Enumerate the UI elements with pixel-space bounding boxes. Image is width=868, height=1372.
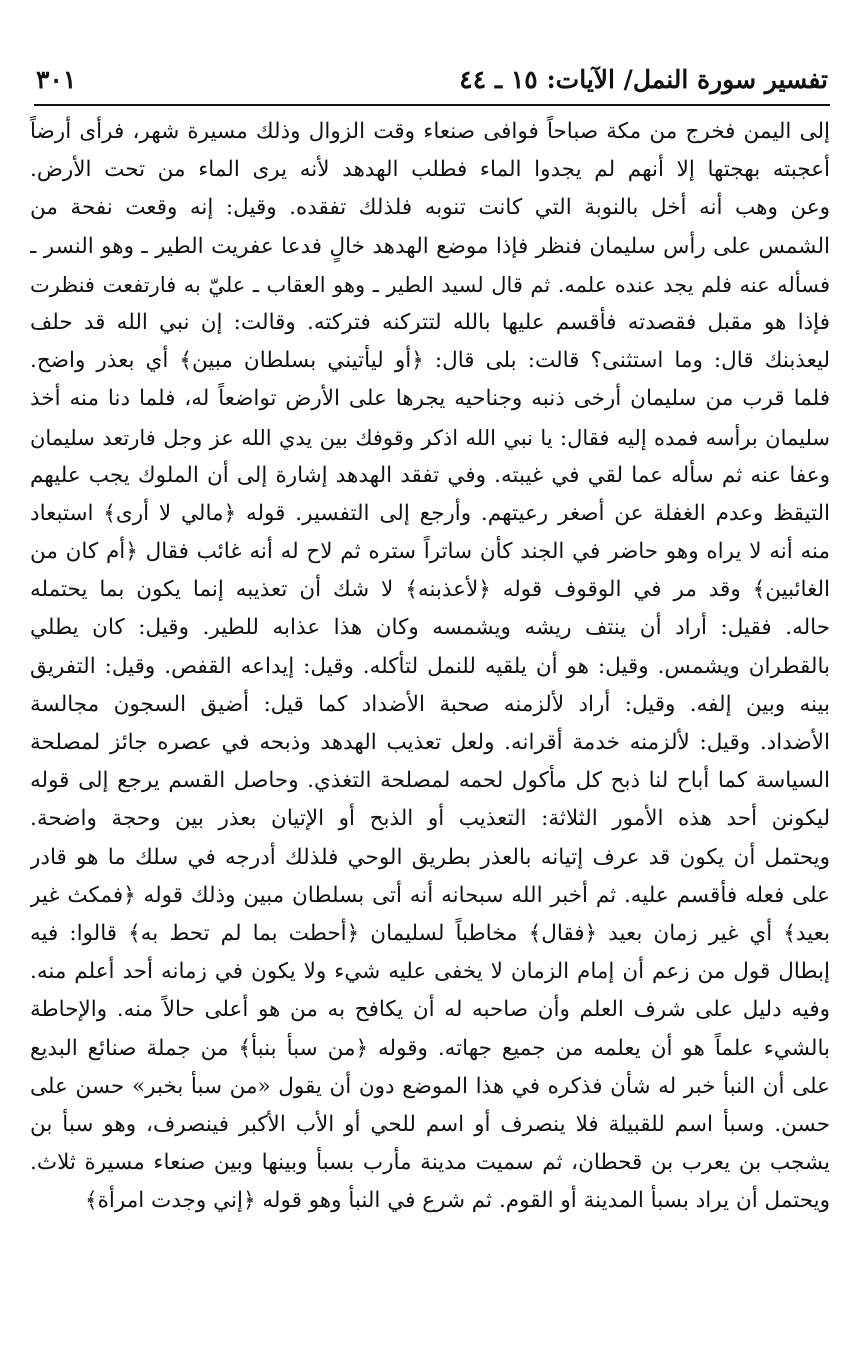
body-text — [30, 113, 830, 1220]
text-line: حسن. وسبأ اسم للقبيلة فلا ينصرف أو اسم للحي أو الأب الأكبر فينصرف، وهو سبأ بن — [30, 1111, 830, 1137]
text-line: التيقظ وعدم الغفلة عن أصغر رعيتهم. وأرجع إلى التفسير. قوله ﴿مالي لا أرى﴾ استبعاد — [30, 500, 830, 526]
text-line: يشجب بن يعرب بن قحطان، ثم سميت مدينة مأرب بسبأ وبينها وبين صنعاء مسيرة ثلاث. — [30, 1150, 830, 1176]
text-line: فسأله عنه فلم يجد عنده علمه. ثم قال لسيد الطير ـ وهو العقاب ـ عليّ به فارتفعت فنظرت — [30, 272, 830, 297]
running-title: تفسير سورة النمل/ الآيات: ١٥ ـ ٤٤ — [459, 64, 828, 94]
text-line: ويحتمل أن يكون قد عرف إتيانه بالعذر بطريق الوحي فلذلك أدرجه في سلك ما هو قادر — [30, 844, 830, 870]
text-line: الغائبين﴾ وقد مر في الوقوف قوله ﴿لأعذبنه﴾ لا شك أن تعذيبه إنما يكون بما يحتمله — [30, 577, 830, 603]
text-line: حاله. فقيل: أراد أن ينتف ريشه ويشمسه وكان هذا عذابه للطير. وقيل: كان يطلي — [30, 615, 830, 641]
text-line: بالشيء علماً هو أن يعلمه من جميع جهاته. وقوله ﴿من سبأ بنبأ﴾ من جملة صنائع البديع — [30, 1035, 830, 1061]
text-line: السياسة كما أباح لنا ذبح كل مأكول لحمه لمصلحة التغذي. وحاصل القسم يرجع إلى قوله — [30, 768, 830, 794]
text-line: وعفا عنه ثم سأله عما لقي في غيبته. وفي تفقد الهدهد إشارة إلى أن الملوك يجب عليهم — [30, 462, 830, 488]
page-number: ٣٠١ — [36, 64, 77, 94]
text-line: بالقطران ويشمس. وقيل: هو أن يلقيه للنمل لتأكله. وقيل: إيداعه القفص. وقيل: التفريق — [30, 653, 830, 679]
text-line: أعجبته بهجتها إلا أنهم لم يجدوا الماء فطلب الهدهد لأنه يرى الماء من تحت الأرض. — [30, 157, 830, 183]
text-line: فلما قرب من سليمان أرخى ذنبه وجناحيه يجرها على الأرض تواضعاً له، فلما دنا منه أخذ — [30, 386, 830, 412]
text-line: الأضداد. وقيل: لألزمنه خدمة أقرانه. ولعل تعذيب الهدهد وذبحه في عصره جائز لمصلحة — [30, 730, 830, 755]
text-line: ويحتمل أن يراد بسبأ المدينة أو القوم. ثم شرع في النبأ وهو قوله ﴿إني وجدت امرأة﴾ — [85, 1188, 830, 1214]
text-line: بعيد﴾ أي غير زمان بعيد ﴿فقال﴾ مخاطباً لسليمان ﴿أحطت بما لم تحط به﴾ قالوا: فيه — [30, 920, 830, 946]
text-line: إلى اليمن فخرج من مكة صباحاً فوافى صنعاء وقت الزوال وذلك مسيرة شهر، فرأى أرضاً — [30, 119, 830, 144]
page-header — [36, 58, 828, 100]
text-line: بينه وبين إلفه. وقيل: أراد لألزمنه صحبة الأضداد كما قيل: أضيق السجون مجالسة — [30, 691, 830, 717]
text-line: وفيه دليل على شرف العلم وأن صاحبه له أن يكافح به من هو أعلى حالاً منه. والإحاطة — [30, 997, 830, 1023]
text-line: ليكونن أحد هذه الأمور الثلاثة: التعذيب أو الذبح أو الإتيان بعذر بين وحجة واضحة. — [30, 806, 830, 832]
text-line: سليمان برأسه فمده إليه فقال: يا نبي الله اذكر وقوفك بين يدي الله عز وجل فارتعد سليمان — [30, 425, 830, 450]
text-line: على أن النبأ خبر له شأن فذكره في هذا الموضع دون أن يقول «من سبأ بخبر» حسن على — [30, 1073, 830, 1099]
text-line: وعن وهب أنه أخل بالنوبة التي كانت تنوبه فلذلك تفقده. وقيل: إنه وقعت نفحة من — [30, 195, 830, 221]
text-line: فإذا هو مقبل فقصدته فأقسم عليها بالله لتتركنه فتركته. وقالت: إن نبي الله قد حلف — [30, 309, 830, 335]
text-line: الشمس على رأس سليمان فنظر فإذا موضع الهدهد خالٍ فدعا عفريت الطير ـ وهو النسر ـ — [30, 233, 830, 259]
text-line: إبطال قول من زعم أن إمام الزمان لا يخفى عليه شيء ولا يكون في زمانه أحد أعلم منه. — [30, 959, 830, 985]
header-divider — [34, 104, 830, 106]
text-line: منه أنه لا يراه وهو حاضر في الجند كأن ساتراً ستره ثم لاح له أنه غائب فقال ﴿أم كان من — [30, 539, 830, 565]
text-line: على فعله فأقسم عليه. ثم أخبر الله سبحانه أنه أتى بسلطان مبين وذلك قوله ﴿فمكث غير — [30, 882, 830, 908]
text-line: ليعذبنك قال: وما استثنى؟ قالت: بلى قال: ﴿أو ليأتيني بسلطان مبين﴾ أي بعذر واضح. — [30, 348, 830, 374]
